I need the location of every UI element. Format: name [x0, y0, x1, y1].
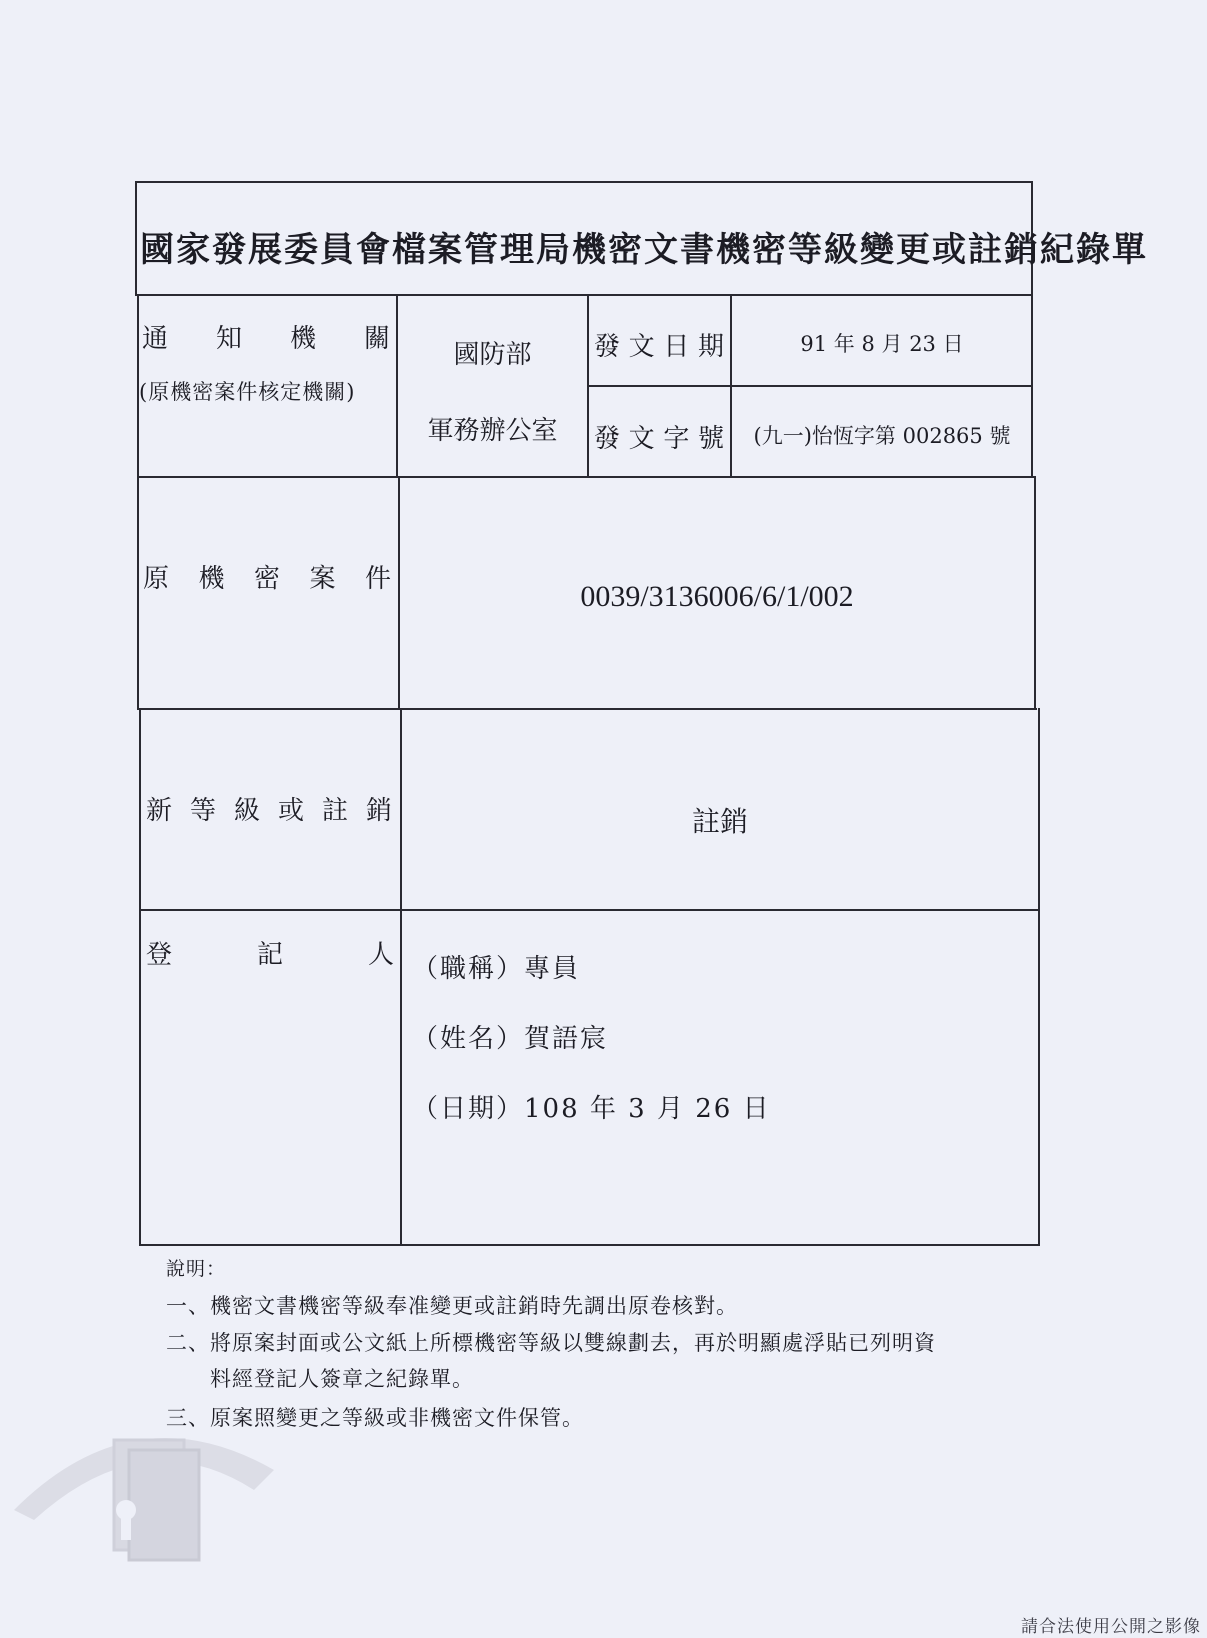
notify-agency-label — [142, 318, 390, 355]
archives-logo-watermark — [14, 1410, 274, 1590]
new-level-value: 註銷 — [691, 805, 748, 838]
agency-name-line1: 國防部 — [453, 340, 532, 370]
row-divider — [139, 909, 1040, 911]
document-number-label — [594, 418, 724, 455]
table-border-left — [139, 708, 141, 1246]
table-border-right — [1034, 476, 1036, 710]
label-char: 登 — [146, 940, 173, 970]
registrar-date: （日期）108 年 3 月 26 日 — [412, 1094, 771, 1124]
original-case-label — [143, 558, 391, 595]
label-char: 知 — [215, 324, 242, 354]
document-number-value: (九一)怡恆字第 002865 號 — [753, 424, 1011, 448]
column-divider — [587, 294, 589, 478]
table-border-left — [137, 294, 139, 710]
issue-date-value: 91 年 8 月 23 日 — [800, 332, 964, 356]
column-divider — [400, 708, 402, 1246]
label-char: 發 — [594, 332, 621, 362]
label-char: 級 — [233, 796, 260, 826]
label-char: 發 — [594, 424, 621, 454]
label-char: 關 — [363, 324, 390, 354]
label-char: 文 — [628, 424, 655, 454]
label-char: 註 — [321, 796, 348, 826]
notify-agency-sublabel: (原機密案件核定機關) — [139, 380, 356, 404]
notes-heading: 說明： — [166, 1258, 227, 1280]
label-char: 案 — [309, 564, 336, 594]
new-level-label — [146, 790, 392, 827]
label-char: 機 — [198, 564, 225, 594]
label-char: 或 — [277, 796, 304, 826]
table-border-right — [1038, 708, 1040, 1246]
row-divider — [137, 476, 1035, 478]
label-char: 件 — [364, 564, 391, 594]
table-border-bottom — [139, 1244, 1040, 1246]
notes-item-1: 一、機密文書機密等級奉准變更或註銷時先調出原卷核對。 — [166, 1294, 738, 1318]
form-title: 國家發展委員會檔案管理局機密文書機密等級變更或註銷紀錄單 — [140, 230, 1148, 270]
table-border-left — [135, 181, 137, 296]
label-char: 日 — [663, 332, 690, 362]
label-char: 機 — [289, 324, 316, 354]
original-case-number: 0039/3136006/6/1/002 — [580, 580, 854, 613]
label-char: 號 — [697, 424, 724, 454]
column-divider — [396, 294, 398, 478]
footer-notice: 請合法使用公開之影像 — [1021, 1617, 1201, 1637]
label-char: 密 — [253, 564, 280, 594]
notes-item-2-continued: 料經登記人簽章之紀錄單。 — [210, 1367, 474, 1391]
label-char: 記 — [256, 940, 283, 970]
label-char: 文 — [628, 332, 655, 362]
registrar-name: （姓名）賀語宸 — [412, 1024, 609, 1054]
label-char: 等 — [189, 796, 216, 826]
table-border-top — [135, 181, 1033, 183]
column-divider — [730, 294, 732, 478]
label-char: 字 — [663, 424, 690, 454]
registrar-title: （職稱）專員 — [412, 954, 581, 984]
row-divider — [139, 708, 1037, 710]
label-char: 原 — [143, 564, 170, 594]
label-char: 新 — [146, 796, 173, 826]
row-divider — [135, 294, 1033, 296]
issue-date-label — [594, 326, 724, 363]
label-char: 通 — [142, 324, 169, 354]
label-char: 期 — [697, 332, 724, 362]
label-char: 人 — [367, 940, 394, 970]
agency-name-line2: 軍務辦公室 — [427, 416, 558, 446]
notes-item-3: 三、原案照變更之等級或非機密文件保管。 — [166, 1406, 584, 1430]
registrar-label — [146, 934, 394, 971]
label-char: 銷 — [365, 796, 392, 826]
notes-item-2: 二、將原案封面或公文紙上所標機密等級以雙線劃去，再於明顯處浮貼已列明資 — [166, 1331, 936, 1355]
row-divider — [587, 385, 1033, 387]
